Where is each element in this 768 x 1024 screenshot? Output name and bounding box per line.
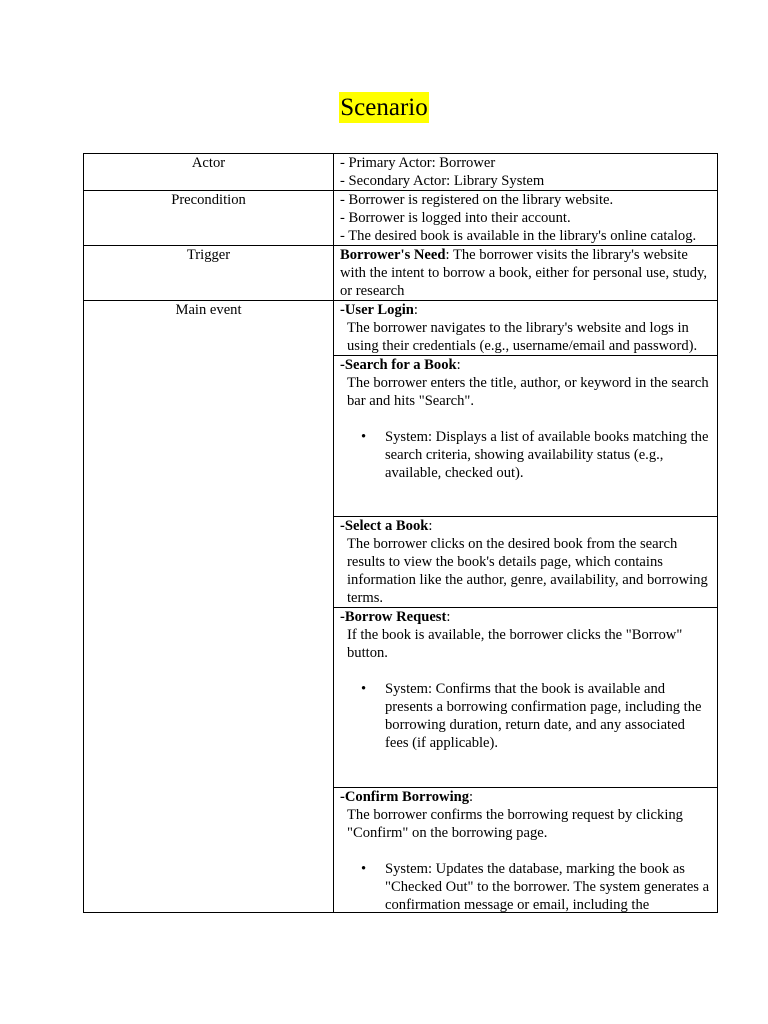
actor-secondary: - Secondary Actor: Library System	[340, 173, 545, 189]
system-response-list	[340, 680, 711, 752]
step-select-book	[334, 517, 718, 608]
page-title: Scenario	[340, 94, 428, 121]
bullet-icon: •	[361, 429, 367, 445]
step-text: The borrower confirms the borrowing request by clicking "Confirm" on the borrowing page.	[347, 807, 683, 841]
step-text: If the book is available, the borrower clicks the "Borrow" button.	[347, 627, 683, 661]
bullet-icon: •	[361, 861, 367, 877]
step-heading: -Borrow Request	[340, 609, 447, 625]
system-response-list	[340, 428, 711, 482]
step-heading: -Search for a Book	[340, 357, 457, 373]
step-heading: -Select a Book	[340, 518, 429, 534]
trigger-heading: Borrower's Need	[340, 247, 446, 263]
step-confirm-borrowing	[334, 788, 718, 913]
actor-content	[334, 154, 718, 191]
colon: :	[456, 357, 461, 373]
list-item	[361, 680, 711, 752]
precondition-content	[334, 191, 718, 246]
step-search-book	[334, 356, 718, 517]
actor-label: Actor	[84, 154, 334, 191]
table-row-precondition	[84, 191, 718, 246]
trigger-text: : The borrower visits the library's website with the intent to borrow a book, either for personal use, study, or research	[340, 247, 708, 299]
step-heading: -User Login	[340, 302, 414, 318]
step-text: The borrower clicks on the desired book from the search results to view the book's details page, which contains information like the author, genre, availability, and borrowing terms.	[347, 536, 708, 606]
precondition-line-2: - Borrower is logged into their account.	[340, 210, 571, 226]
step-heading: -Confirm Borrowing	[340, 789, 470, 805]
colon: :	[413, 302, 418, 318]
colon: :	[428, 518, 433, 534]
table-row-actor	[84, 154, 718, 191]
colon: :	[469, 789, 474, 805]
actor-primary: - Primary Actor: Borrower	[340, 155, 496, 171]
step-user-login	[334, 301, 718, 356]
list-item	[361, 860, 711, 912]
bullet-icon: •	[361, 681, 367, 697]
precondition-label: Precondition	[84, 191, 334, 246]
step-text: The borrower navigates to the library's website and logs in using their credentials (e.g., username/email and password).	[347, 320, 698, 354]
system-response-text: System: Displays a list of available books matching the search criteria, showing availability status (e.g., available, checked out).	[385, 429, 709, 481]
system-response-text: System: Updates the database, marking the book as "Checked Out" to the borrower. The system generates a confirmation message or email, including the	[385, 861, 710, 912]
trigger-label: Trigger	[84, 246, 334, 301]
precondition-line-1: - Borrower is registered on the library website.	[340, 192, 614, 208]
colon: :	[446, 609, 451, 625]
table-row-trigger	[84, 246, 718, 301]
precondition-line-3: - The desired book is available in the library's online catalog.	[340, 228, 697, 244]
table-row-main-event	[84, 301, 718, 356]
system-response-text: System: Confirms that the book is available and presents a borrowing confirmation page, including the borrowing duration, return date, and any associated fees (if applicable).	[385, 681, 702, 751]
trigger-content	[334, 246, 718, 301]
step-text: The borrower enters the title, author, or keyword in the search bar and hits "Search".	[347, 375, 709, 409]
scenario-table	[83, 153, 718, 913]
step-borrow-request	[334, 608, 718, 788]
clipped-content	[340, 788, 711, 912]
page-title-container	[0, 92, 768, 123]
list-item	[361, 428, 711, 482]
main-event-label: Main event	[84, 301, 334, 913]
system-response-list	[340, 860, 711, 912]
